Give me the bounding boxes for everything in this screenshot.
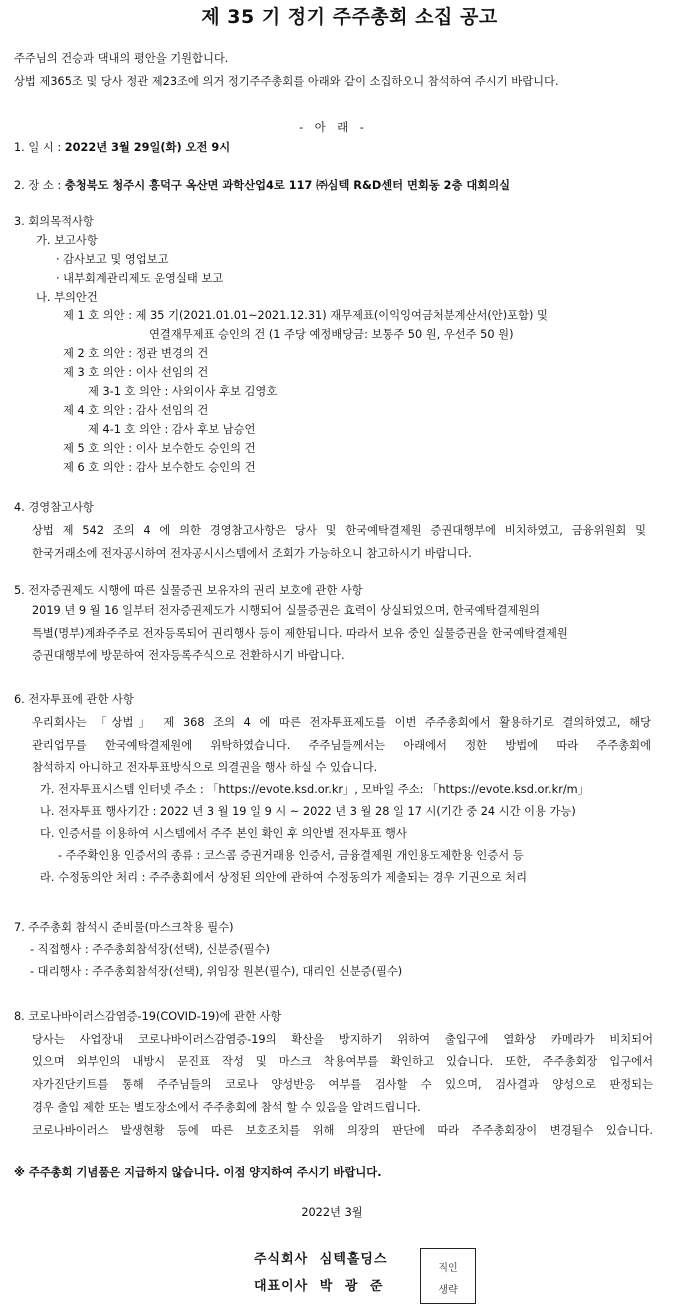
paragraph-line: 2019 년 9 월 16 일부터 전자증권제도가 시행되어 실물증권은 효력이 상실되었으며, 한국예탁결제원의 xyxy=(32,604,541,617)
paragraph-line: 한국거래소에 전자공시하여 전자공시시스템에서 조회가 가능하오니 참고하시기 바랍니다. xyxy=(32,547,472,560)
resolution-item: 제 6 호 의안 : 감사 보수한도 승인의 건 xyxy=(63,461,256,474)
voting-item: 가. 전자투표시스템 인터넷 주소 : 「https://evote.ksd.or.kr」, 모바일 주소: 「https://evote.ksd.or.kr/m」 xyxy=(40,783,589,796)
electronic-securities-heading: 5. 전자증권제도 시행에 따른 실물증권 보유자의 권리 보호에 관한 사항 xyxy=(14,584,363,597)
voting-item: 라. 수정동의안 처리 : 주주총회에서 상정된 의안에 관하여 수정동의가 제출되는 경우 기권으로 처리 xyxy=(40,871,528,884)
paragraph-line: 경우 출입 제한 또는 별도장소에서 주주총회에 참석 할 수 있음을 알려드립니다. xyxy=(32,1101,421,1114)
resolution-item: 제 5 호 의안 : 이사 보수한도 승인의 건 xyxy=(63,442,256,455)
resolution-item: 연결재무제표 승인의 건 (1 주당 예정배당금: 보통주 50 원, 우선주 50 원) xyxy=(149,328,514,341)
covid-heading: 8. 코로나바이러스감염증-19(COVID-19)에 관한 사항 xyxy=(14,1010,282,1023)
intro-line-2: 상법 제365조 및 당사 정관 제23조에 의거 정기주주총회를 아래와 같이 소집하오니 참석하여 주시기 바랍니다. xyxy=(14,75,559,88)
souvenir-notice: ※ 주주총회 기념품은 지급하지 않습니다. 이점 양지하여 주시기 바랍니다. xyxy=(14,1166,382,1179)
seal-omitted-box xyxy=(420,1248,476,1304)
notice-date: 2022년 3월 xyxy=(301,1206,363,1219)
voting-item: - 주주확인용 인증서의 종류 : 코스콤 증권거래용 인증서, 금융결제원 개인용도제한용 인증서 등 xyxy=(58,849,524,862)
venue-label: 2. 장 소 : xyxy=(14,179,65,192)
section-marker: - 아 래 - xyxy=(299,121,364,134)
resolution-item: 제 3 호 의안 : 이사 선임의 건 xyxy=(63,366,209,379)
resolution-item: 제 4-1 호 의안 : 감사 후보 남승언 xyxy=(88,423,256,436)
report-item: · 감사보고 및 영업보고 xyxy=(56,253,169,266)
venue-value: 충청북도 청주시 흥덕구 옥산면 과학산업4로 117 ㈜심텍 R&D센터 면회동 2층 대회의실 xyxy=(64,179,511,192)
company-name: 주식회사 심텍홀딩스 xyxy=(254,1252,388,1267)
paragraph-line: 참석하지 아니하고 전자투표방식으로 의결권을 행사 하실 수 있습니다. xyxy=(32,761,378,774)
report-items-heading: 가. 보고사항 xyxy=(36,234,98,247)
page-title: 제 35 기 정기 주주총회 소집 공고 xyxy=(201,6,498,28)
seal-text-line-1: 직인 xyxy=(438,1263,458,1274)
paragraph-line: 관리업무를 한국예탁결제원에 위탁하였습니다. 주주님들께서는 아래에서 정한 방법에 따라 주주총회에 xyxy=(32,739,651,752)
electronic-voting-heading: 6. 전자투표에 관한 사항 xyxy=(14,693,134,706)
meeting-venue xyxy=(14,179,510,193)
report-item: · 내부회계관리제도 운영실태 보고 xyxy=(56,272,224,285)
paragraph-line: 상법 제 542 조의 4 에 의한 경영참고사항은 당사 및 한국예탁결제원 증권대행부에 비치하였고, 금융위원회 및 xyxy=(32,524,646,537)
paragraph-line: 코로나바이러스 발생현황 등에 따른 보호조치를 위해 의장의 판단에 따라 주주총회장이 변경될수 있습니다. xyxy=(32,1124,653,1137)
seal-text-line-2: 생략 xyxy=(438,1285,458,1296)
requirement-item: - 직접행사 : 주주총회참석장(선택), 신분증(필수) xyxy=(30,943,270,956)
paragraph-line: 자가진단키트를 통해 주주님들의 코로나 양성반응 여부를 검사할 수 있으며, 검사결과 양성으로 판정되는 xyxy=(32,1078,653,1091)
paragraph-line: 특별(명부)계좌주주로 전자등록되어 권리행사 등이 제한됩니다. 따라서 보유 중인 실물증권을 한국예탁결제원 xyxy=(32,627,568,640)
paragraph-line: 우리회사는 「상법」 제 368 조의 4 에 따른 전자투표제도를 이번 주주총회에서 활용하기로 결의하였고, 해당 xyxy=(32,716,651,729)
agenda-heading: 3. 회의목적사항 xyxy=(14,215,94,228)
ceo-name: 대표이사 박 광 준 xyxy=(254,1279,384,1294)
meeting-datetime xyxy=(14,141,230,155)
management-reference-heading: 4. 경영참고사항 xyxy=(14,501,94,514)
voting-item: 다. 인증서를 이용하여 시스템에서 주주 본인 확인 후 의안별 전자투표 행사 xyxy=(40,827,407,840)
paragraph-line: 증권대행부에 방문하여 전자등록주식으로 전환하시기 바랍니다. xyxy=(32,649,345,662)
datetime-value: 2022년 3월 29일(화) 오전 9시 xyxy=(64,141,231,154)
resolution-item: 제 2 호 의안 : 정관 변경의 건 xyxy=(63,347,209,360)
resolution-items-heading: 나. 부의안건 xyxy=(36,291,98,304)
paragraph-line: 당사는 사업장내 코로나바이러스감염증-19의 확산을 방지하기 위하여 출입구에 열화상 카메라가 비치되어 xyxy=(32,1033,653,1046)
attendance-requirements-heading: 7. 주주총회 참석시 준비물(마스크착용 필수) xyxy=(14,921,234,934)
resolution-item: 제 3-1 호 의안 : 사외이사 후보 김영호 xyxy=(88,385,278,398)
voting-item: 나. 전자투표 행사기간 : 2022 년 3 월 19 일 9 시 ~ 2022 년 3 월 28 일 17 시(기간 중 24 시간 이용 가능) xyxy=(40,805,576,818)
resolution-item: 제 1 호 의안 : 제 35 기(2021.01.01~2021.12.31) 재무제표(이익잉여금처분계산서(안)포함) 및 xyxy=(63,309,548,322)
requirement-item: - 대리행사 : 주주총회참석장(선택), 위임장 원본(필수), 대리인 신분증(필수) xyxy=(30,965,403,978)
paragraph-line: 있으며 외부인의 내방시 문진표 작성 및 마스크 착용여부를 확인하고 있습니다. 또한, 주주총회장 입구에서 xyxy=(32,1055,653,1068)
intro-line-1: 주주님의 건승과 댁내의 평안을 기원합니다. xyxy=(14,52,229,65)
resolution-item: 제 4 호 의안 : 감사 선임의 건 xyxy=(63,404,209,417)
datetime-label: 1. 일 시 : xyxy=(14,141,65,154)
